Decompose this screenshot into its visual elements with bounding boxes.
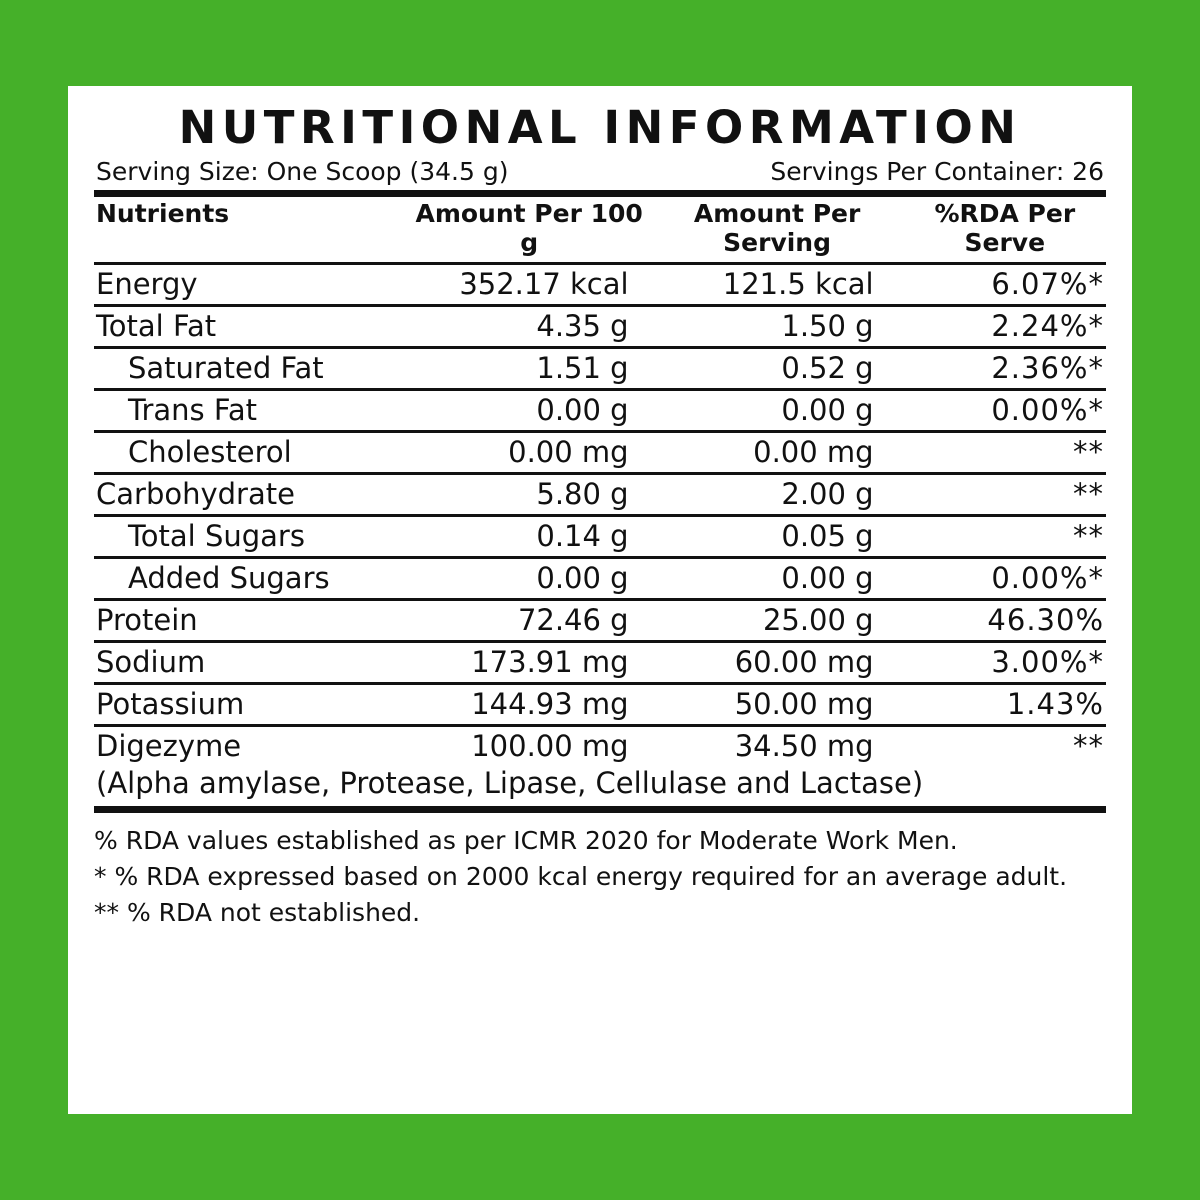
row-label: Saturated Fat <box>94 347 408 389</box>
row-per-100g: 352.17 kcal <box>408 263 651 305</box>
nutrition-table <box>94 197 1106 766</box>
row-rda: 0.00%* <box>904 389 1106 431</box>
row-label: Potassium <box>94 683 408 725</box>
table-row <box>94 557 1106 599</box>
serving-info-row <box>94 155 1106 190</box>
footnote-double-star: ** % RDA not established. <box>94 897 421 927</box>
column-header-rda: %RDA Per Serve <box>904 197 1106 264</box>
row-rda: 0.00%* <box>904 557 1106 599</box>
row-per-serving: 1.50 g <box>651 305 904 347</box>
divider-top <box>94 190 1106 197</box>
digezyme-composition-note: (Alpha amylase, Protease, Lipase, Cellulase and Lactase) <box>96 765 924 800</box>
row-per-serving: 121.5 kcal <box>651 263 904 305</box>
row-label: Trans Fat <box>94 389 408 431</box>
servings-per-container-text: Servings Per Container: 26 <box>770 156 1104 186</box>
row-label: Carbohydrate <box>94 473 408 515</box>
serving-size-text: Serving Size: One Scoop (34.5 g) <box>96 156 509 186</box>
row-label: Energy <box>94 263 408 305</box>
row-rda: 2.36%* <box>904 347 1106 389</box>
row-rda: 6.07%* <box>904 263 1106 305</box>
row-per-serving: 34.50 mg <box>734 728 874 763</box>
row-per-100g: 144.93 mg <box>408 683 651 725</box>
row-rda: ** <box>904 515 1106 557</box>
row-per-serving: 50.00 mg <box>651 683 904 725</box>
row-rda: ** <box>904 431 1106 473</box>
table-row <box>94 515 1106 557</box>
footnote-single-star: * % RDA expressed based on 2000 kcal energy required for an average adult. <box>94 861 1068 891</box>
nutrition-label-panel <box>68 86 1132 1114</box>
row-label: Cholesterol <box>94 431 408 473</box>
row-label: Digezyme <box>96 728 242 763</box>
table-row <box>94 431 1106 473</box>
row-per-serving: 0.05 g <box>651 515 904 557</box>
row-rda: 2.24%* <box>904 305 1106 347</box>
row-per-100g: 173.91 mg <box>408 641 651 683</box>
row-per-100g: 100.00 mg <box>471 728 629 763</box>
row-per-100g: 1.51 g <box>408 347 651 389</box>
table-header-row <box>94 197 1106 264</box>
row-per-serving: 0.00 g <box>651 557 904 599</box>
row-rda: ** <box>904 473 1106 515</box>
table-row <box>94 641 1106 683</box>
column-header-per-serving: Amount Per Serving <box>651 197 904 264</box>
row-label: Total Fat <box>94 305 408 347</box>
column-header-nutrients: Nutrients <box>94 197 408 264</box>
row-per-100g: 72.46 g <box>408 599 651 641</box>
row-per-100g: 0.00 g <box>408 389 651 431</box>
table-row <box>94 683 1106 725</box>
row-rda: 3.00%* <box>904 641 1106 683</box>
row-per-serving: 0.00 g <box>651 389 904 431</box>
table-row <box>94 263 1106 305</box>
row-label: Added Sugars <box>94 557 408 599</box>
divider-bottom <box>94 806 1106 813</box>
row-per-serving: 0.52 g <box>651 347 904 389</box>
page-title: NUTRITIONAL INFORMATION <box>178 101 1022 154</box>
row-rda: 1.43% <box>904 683 1106 725</box>
row-per-100g: 0.14 g <box>408 515 651 557</box>
table-row <box>94 347 1106 389</box>
footnotes <box>94 813 1106 931</box>
table-row <box>94 389 1106 431</box>
row-per-100g: 4.35 g <box>408 305 651 347</box>
row-rda: ** <box>1073 728 1104 763</box>
table-row <box>94 599 1106 641</box>
row-per-serving: 0.00 mg <box>651 431 904 473</box>
row-rda: 46.30% <box>904 599 1106 641</box>
row-per-100g: 5.80 g <box>408 473 651 515</box>
row-per-serving: 25.00 g <box>651 599 904 641</box>
row-label: Total Sugars <box>94 515 408 557</box>
row-per-serving: 2.00 g <box>651 473 904 515</box>
table-row <box>94 305 1106 347</box>
row-label: Sodium <box>94 641 408 683</box>
row-per-100g: 0.00 mg <box>408 431 651 473</box>
table-row <box>94 725 1106 766</box>
footnote-rda-source: % RDA values established as per ICMR 2020 for Moderate Work Men. <box>94 825 958 855</box>
row-per-serving: 60.00 mg <box>651 641 904 683</box>
row-label: Protein <box>94 599 408 641</box>
row-per-100g: 0.00 g <box>408 557 651 599</box>
table-row <box>94 473 1106 515</box>
column-header-per-100g: Amount Per 100 g <box>408 197 651 264</box>
